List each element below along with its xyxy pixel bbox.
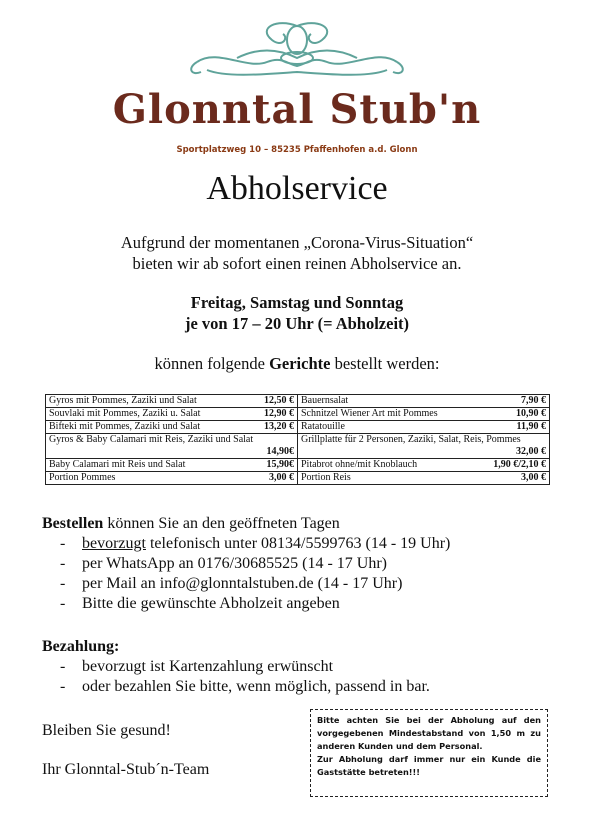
list-item: - per Mail an info@glonntalstuben.de (14 - 17 Uhr): [60, 575, 403, 592]
list-item: - bevorzugt ist Kartenzahlung erwünscht: [60, 658, 334, 675]
dish-price: 15,90€: [266, 459, 294, 470]
ordering-title: [42, 514, 450, 534]
menu-cell: [298, 472, 550, 485]
list-item: - oder bezahlen Sie bitte, wenn möglich, passend in bar.: [60, 678, 430, 695]
dish-name: Souvlaki mit Pommes, Zaziki u. Salat: [49, 408, 201, 419]
ornament-icon: [177, 18, 417, 80]
notice-box: [310, 709, 548, 797]
menu-cell: [298, 459, 550, 472]
dish-price: 12,90 €: [264, 408, 294, 419]
dish-price: 3,00 €: [521, 472, 546, 483]
payment-title: [42, 637, 430, 657]
ordering-title-rest: können Sie an den geöffneten Tagen: [103, 515, 340, 532]
ordering-list: [42, 534, 450, 614]
dish-name: Gyros mit Pommes, Zaziki und Salat: [49, 395, 197, 406]
order-intro-after: bestellt werden:: [330, 354, 440, 373]
signature: Ihr Glonntal-Stub´n-Team: [42, 761, 210, 778]
dish-name: Grillplatte für 2 Personen, Zaziki, Salat, Reis, Pommes: [301, 434, 521, 445]
page-title: Abholservice: [206, 170, 388, 207]
ordering-text: per Mail an info@glonntalstuben.de (14 - 17 Uhr): [82, 575, 403, 592]
ordering-section: [42, 514, 450, 614]
notice-para-2: Zur Abholung darf immer nur ein Kunde die Gaststätte betreten!!!: [317, 754, 541, 777]
menu-cell: [298, 421, 550, 434]
ordering-text: telefonisch unter 08134/5599763 (14 - 19 Uhr): [145, 535, 451, 552]
order-intro: [0, 354, 594, 374]
logo-title: Glonntal Stub'n: [112, 86, 482, 133]
list-item: - per WhatsApp an 0176/30685525 (14 - 17 Uhr): [60, 555, 387, 572]
dish-name: Bifteki mit Pommes, Zaziki und Salat: [49, 421, 201, 432]
greeting: Bleiben Sie gesund!: [42, 722, 171, 739]
menu-cell: [46, 459, 298, 472]
dish-price: 14,90€: [266, 446, 294, 457]
dish-name: Bauernsalat: [301, 395, 349, 406]
dish-name: Pitabrot ohne/mit Knoblauch: [301, 459, 418, 470]
menu-cell: [46, 472, 298, 485]
menu-cell: [46, 421, 298, 434]
table-row: [46, 434, 550, 459]
table-row: [46, 472, 550, 485]
menu-cell: [298, 395, 550, 408]
dish-name: Portion Reis: [301, 472, 351, 483]
list-item: - bevorzugt telefonisch unter 08134/5599763 (14 - 19 Uhr): [60, 535, 451, 552]
table-row: [46, 408, 550, 421]
payment-title-text: Bezahlung:: [42, 638, 120, 655]
intro-line-1: Aufgrund der momentanen „Corona-Virus-Situation“: [120, 233, 474, 252]
dish-price: 13,20 €: [264, 421, 294, 432]
dish-price: 11,90 €: [516, 421, 546, 432]
dish-name: Schnitzel Wiener Art mit Pommes: [301, 408, 438, 419]
notice-para-1: Bitte achten Sie bei der Abholung auf den vorgegebenen Mindestabstand von 1,50 m zu anderen Kunden und dem Personal.: [317, 715, 541, 751]
payment-section: [42, 637, 430, 697]
dish-price: 3,00 €: [269, 472, 294, 483]
dish-price: 10,90 €: [516, 408, 546, 419]
menu-cell: [46, 408, 298, 421]
dish-name: Portion Pommes: [49, 472, 116, 483]
order-intro-bold: Gerichte: [269, 354, 331, 373]
table-row: [46, 421, 550, 434]
payment-text: bevorzugt ist Kartenzahlung erwünscht: [82, 658, 334, 675]
order-intro-before: können folgende: [154, 354, 270, 373]
ordering-title-bold: Bestellen: [42, 515, 104, 532]
ordering-text: per WhatsApp an 0176/30685525 (14 - 17 Uhr): [82, 555, 387, 572]
menu-table: [45, 394, 550, 485]
dish-name: Ratatouille: [301, 421, 345, 432]
list-item: - Bitte die gewünschte Abholzeit angeben: [60, 595, 340, 612]
underlined-word: bevorzugt: [82, 535, 146, 552]
dish-price: 7,90 €: [521, 395, 546, 406]
ordering-text: Bitte die gewünschte Abholzeit angeben: [82, 595, 340, 612]
menu-cell: [46, 395, 298, 408]
intro-line-2: bieten wir ab sofort einen reinen Abholservice an.: [132, 254, 462, 273]
payment-text: oder bezahlen Sie bitte, wenn möglich, passend in bar.: [82, 678, 430, 695]
dish-price: 32,00 €: [516, 446, 546, 457]
menu-cell: [46, 434, 298, 459]
address: Sportplatzweg 10 – 85235 Pfaffenhofen a.d. Glonn: [176, 145, 418, 155]
payment-list: [42, 657, 430, 697]
dish-name: Baby Calamari mit Reis und Salat: [49, 459, 186, 470]
dish-price: 1,90 €/2,10 €: [493, 459, 546, 470]
menu-cell: [298, 434, 550, 459]
table-row: [46, 395, 550, 408]
times-line-1: Freitag, Samstag und Sonntag: [190, 293, 404, 312]
times-line-2: je von 17 – 20 Uhr (= Abholzeit): [184, 314, 410, 333]
menu-cell: [298, 408, 550, 421]
intro-text: [0, 232, 594, 274]
opening-times: [0, 292, 594, 334]
dish-name: Gyros & Baby Calamari mit Reis, Zaziki und Salat: [49, 434, 254, 445]
dish-price: 12,50 €: [264, 395, 294, 406]
table-row: [46, 459, 550, 472]
